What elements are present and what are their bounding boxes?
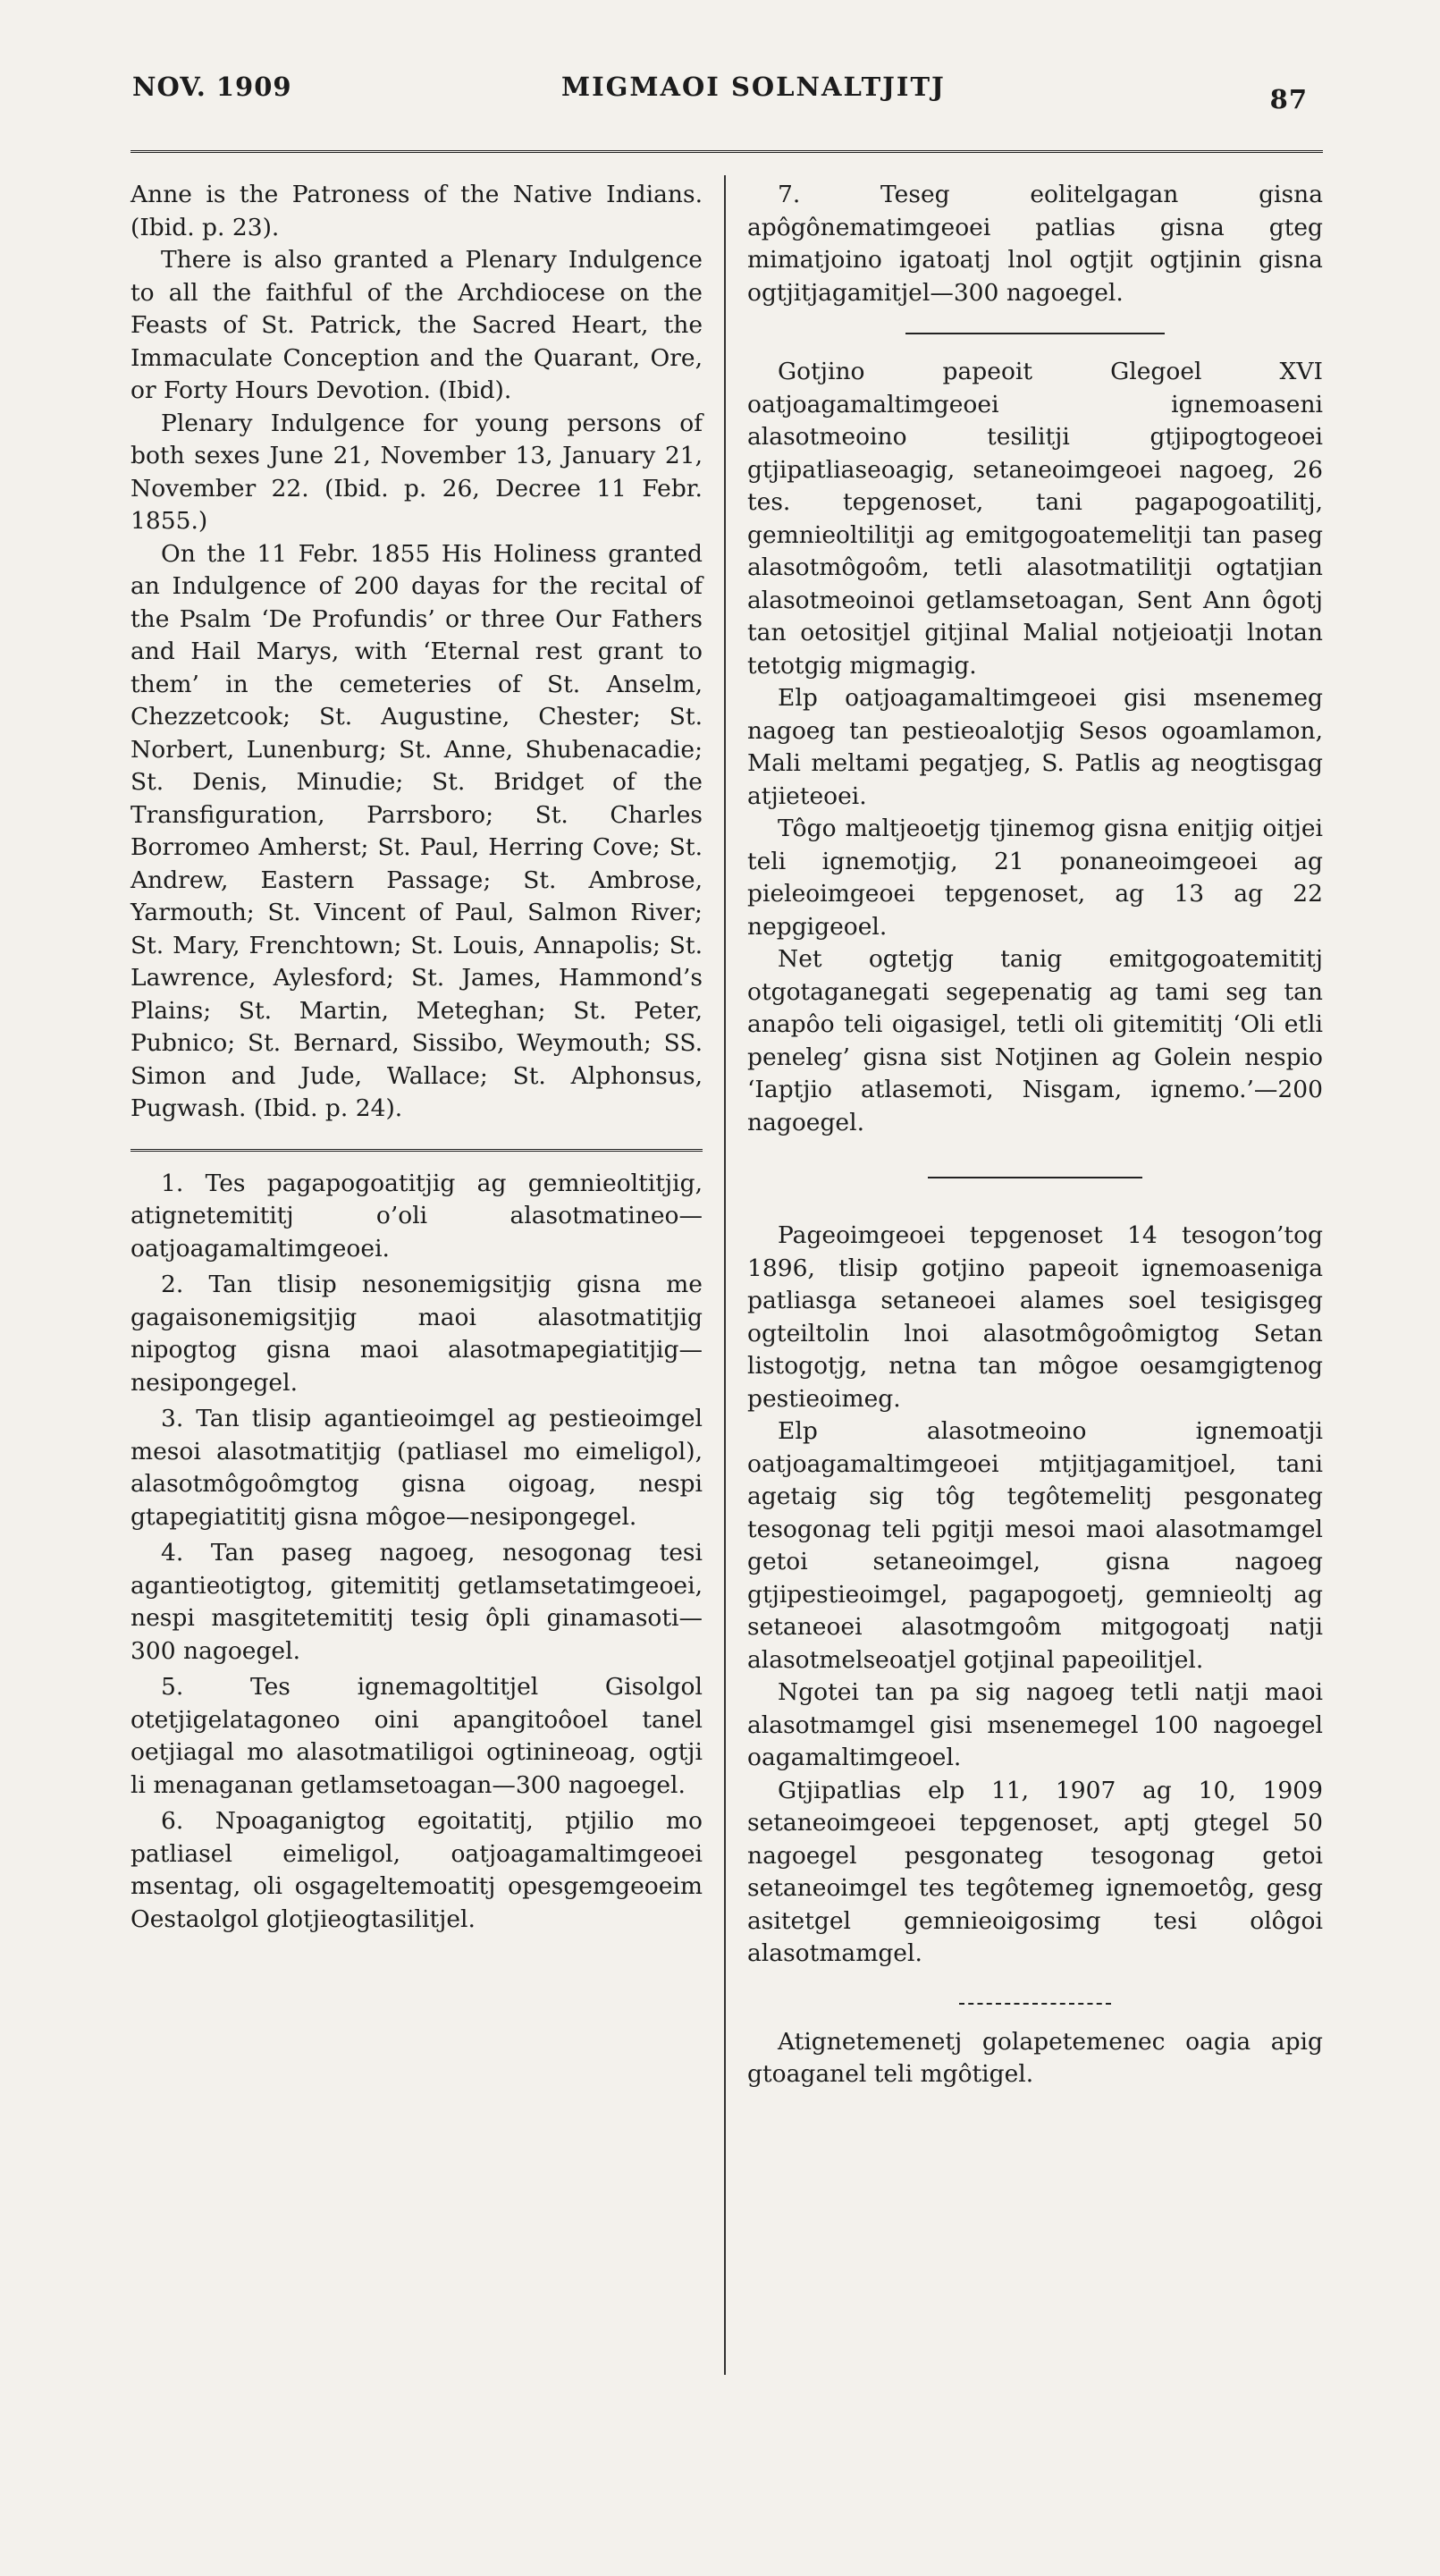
left-column bbox=[131, 179, 703, 1936]
list-item: 5. Tes ignemagoltitjel Gisolgol otetjigelatagoneo oini apangitoôoel tanel oetjiagal mo alasotmatiligoi ogtinineoag, ogtji li menaganan getlamsetoagan—300 nagoegel. bbox=[131, 1673, 703, 1799]
running-header bbox=[132, 64, 1308, 118]
paragraph: Elp oatjoagamaltimgeoei gisi msenemeg nagoeg tan pestieoalotjig Sesos ogoamlamon, Mali meltami pegatjeg, S. Patlis ag neogtisgag atjieteoei. bbox=[747, 684, 1323, 810]
paragraph: Net ogtetjg tanig emitgogoatemititj otgotaganegati segepenatig ag tami seg tan anapôo teli oigasigel, tetli oli gitemititj ‘Oli etli peneleg’ gisna sist Notjinen ag Golein nespio ‘Iaptjio atlasemoti, Nisgam, ignemo.’—200 nagoegel. bbox=[747, 945, 1323, 1136]
paragraph: Atignetemenetj golapetemenec oagia apig gtoaganel teli mgôtigel. bbox=[747, 2027, 1323, 2088]
right-column bbox=[747, 179, 1323, 2091]
paragraph: There is also granted a Plenary Indulgence to all the faithful of the Archdiocese on the Feasts of St. Patrick, the Sacred Heart, the Immaculate Conception and the Quarant, Ore, or Forty Hours Devotion. (Ibid). bbox=[131, 246, 703, 404]
page-number: 87 bbox=[1269, 84, 1308, 114]
paragraph: On the 11 Febr. 1855 His Holiness granted an Indulgence of 200 dayas for the recital of the Psalm ‘De Profundis’ or three Our Fathers and Hail Marys, with ‘Eternal rest grant to them’ in the cemeteries of St. Anselm, Chezzetcook; St. Augustine, Chester; St. Norbert, Lunenburg; St. Anne, Shubenacadie; St. Denis, Minudie; St. Bridget of the Transfiguration, Parrsboro; St. Charles Borromeo Amherst; St. Paul, Herring Cove; St. Andrew, Eastern Passage; St. Ambrose, Yarmouth; St. Vincent of Paul, Salmon River; St. Mary, Frenchtown; St. Louis, Annapolis; St. Lawrence, Aylesford; St. James, Hammond’s Plains; St. Martin, Meteghan; St. Peter, Pubnico; St. Bernard, Sissibo, Weymouth; SS. Simon and Jude, Wallace; St. Alphonsus, Pugwash. (Ibid. p. 24). bbox=[131, 539, 703, 1122]
paragraph: Tôgo maltjeoetjg tjinemog gisna enitjig oitjei teli ignemotjig, 21 ponaneoimgeoei ag pieleoimgeoei tepgenoset, ag 13 ag 22 nepgigeoel. bbox=[747, 815, 1323, 941]
section-rule bbox=[928, 1177, 1142, 1178]
issue-date: NOV. 1909 bbox=[132, 72, 292, 102]
list-item: 7. Teseg eolitelgagan gisna apôgônematimgeoei patlias gisna gteg mimatjoino igatoatj lnol ogtjit ogtjinin gisna ogtjitjagamitjel—300 nagoegel. bbox=[747, 181, 1323, 307]
section-rule bbox=[959, 2003, 1111, 2005]
paragraph: Elp alasotmeoino ignemoatji oatjoagamaltimgeoei mtjitjagamitjoel, tani agetaig sig tôg tegôtemelitj pesgonateg tesogonag teli pgitji mesoi maoi alasotmamgel getoi setaneoimgel, gisna nagoeg gtjipestieoimgel, pagapogoetj, gemnieoltj ag setaneoei alasotmgoôm mitgogoatj natji alasotmelseoatjel gotjinal papeoilitjel. bbox=[747, 1417, 1323, 1674]
list-item: 1. Tes pagapogoatitjig ag gemnieoltitjig, atignetemititj o’oli alasotmatineo—oatjoagamaltimgeoei. bbox=[131, 1169, 703, 1263]
paragraph: Gtjipatlias elp 11, 1907 ag 10, 1909 setaneoimgeoei tepgenoset, aptj gtegel 50 nagoegel pesgonateg tesogonag getoi setaneoimgel tes tegôtemeg ignemoetôg, gesg asitetgel gemnieoigosimg tesi olôgoi alasotmamgel. bbox=[747, 1776, 1323, 1967]
section-rule bbox=[905, 333, 1165, 334]
section-rule bbox=[131, 1149, 703, 1152]
paragraph: Anne is the Patroness of the Native Indians. (Ibid. p. 23). bbox=[131, 181, 703, 241]
paragraph: Gotjino papeoit Glegoel XVI oatjoagamaltimgeoei ignemoaseni alasotmeoino tesilitji gtjipogtogeoei gtjipatliaseoagig, setaneoimgeoei nagoeg, 26 tes. tepgenoset, tani pagapogoatilitj, gemnieoltilitji ag emitgogoatemelitji tan paseg alasotmôgoôm, tetli alasotmatilitji ogtatjian alasotmeoinoi getlamsetoagan, Sent Ann ôgotj tan oetositjel gitjinal Malial notjeioatji lnotan tetotgig migmagig. bbox=[747, 358, 1323, 680]
list-item: 2. Tan tlisip nesonemigsitjig gisna me gagaisonemigsitjig maoi alasotmatitjig nipogtog gisna maoi alasotmapegiatitjig—nesipongegel. bbox=[131, 1271, 703, 1397]
paragraph: Plenary Indulgence for young persons of both sexes June 21, November 13, January 21, November 22. (Ibid. p. 26, Decree 11 Febr. 1855.) bbox=[131, 409, 703, 535]
publication-title: MIGMAOI SOLNALTJITJ bbox=[561, 72, 946, 102]
paragraph: Pageoimgeoei tepgenoset 14 tesogon’tog 1896, tlisip gotjino papeoit ignemoaseniga patliasga setaneoei alames soel tesigisgeg ogteiltolin lnoi alasotmôgoômigtog Setan listogotjg, netna tan môgoe oesamgigtenog pestieoimeg. bbox=[747, 1221, 1323, 1413]
paragraph: Ngotei tan pa sig nagoeg tetli natji maoi alasotmamgel gisi msenemegel 100 nagoegel oagamaltimgeoel. bbox=[747, 1678, 1323, 1771]
header-rule bbox=[131, 150, 1323, 153]
list-item: 4. Tan paseg nagoeg, nesogonag tesi agantieotigtog, gitemititj getlamsetatimgeoei, nespi masgitetemititj tesig ôpli ginamasoti—300 nagoegel. bbox=[131, 1539, 703, 1665]
list-item: 3. Tan tlisip agantieoimgel ag pestieoimgel mesoi alasotmatitjig (patliasel mo eimeligol), alasotmôgoômgtog gisna oigoag, nespi gtapegiatititj gisna môgoe—nesipongegel. bbox=[131, 1405, 703, 1531]
list-item: 6. Npoaganigtog egoitatitj, ptjilio mo patliasel eimeligol, oatjoagamaltimgeoei msentag, oli osgageltemoatitj opesgemgeoeim Oestaolgol glotjieogtasilitjel. bbox=[131, 1807, 703, 1933]
column-divider bbox=[724, 175, 726, 2375]
